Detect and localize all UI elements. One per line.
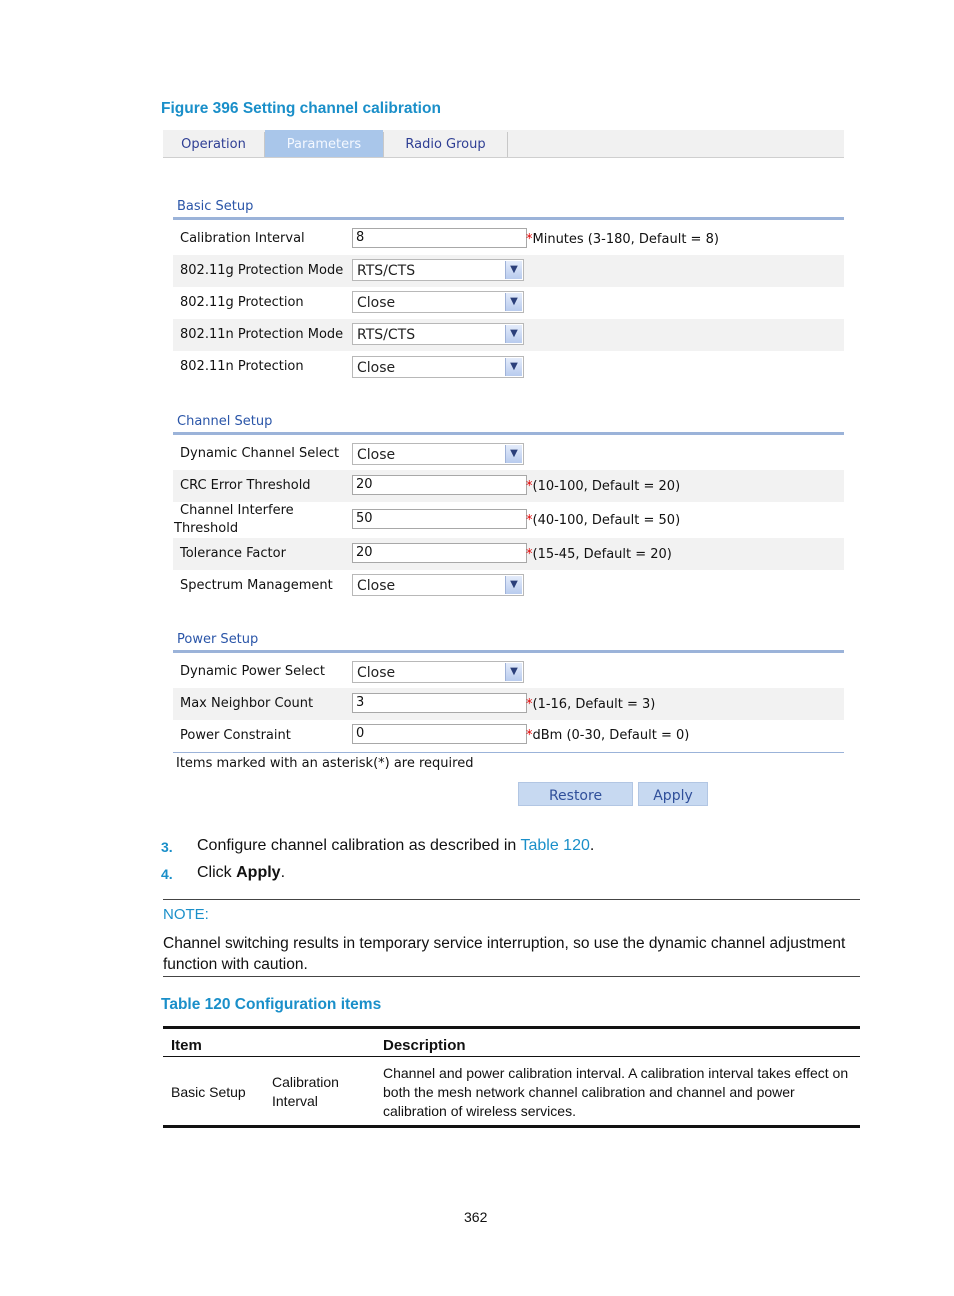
channel-interfere-threshold-input[interactable]: 50 <box>352 509 527 529</box>
required-asterisk: * <box>526 547 533 562</box>
chevron-down-icon[interactable]: ▼ <box>505 325 522 343</box>
required-asterisk: * <box>526 513 533 528</box>
select-value: RTS/CTS <box>357 327 416 343</box>
power-constraint-hint <box>526 728 689 743</box>
crc-error-threshold-input[interactable]: 20 <box>352 475 527 495</box>
chevron-down-icon[interactable]: ▼ <box>505 261 522 279</box>
figure-caption: Figure 396 Setting channel calibration <box>161 100 441 117</box>
spectrum-management-label: Spectrum Management <box>180 578 333 593</box>
select-value: Close <box>357 295 396 311</box>
tab-radio-group[interactable]: Radio Group <box>405 137 486 152</box>
note-label: NOTE: <box>163 906 209 923</box>
table-cell-subitem-line2: Interval <box>272 1093 318 1109</box>
section-divider <box>173 217 844 220</box>
max-neighbor-count-row <box>173 688 844 720</box>
hint-text: Minutes (3-180, Default = 8) <box>532 232 719 247</box>
table-top-rule <box>163 1026 860 1029</box>
calibration-interval-label: Calibration Interval <box>180 231 305 246</box>
step-text-main: Configure channel calibration as described in <box>197 837 521 854</box>
note-text-line2: function with caution. <box>163 956 308 973</box>
step-number: 4. <box>161 866 173 882</box>
max-neighbor-count-input[interactable]: 3 <box>352 693 527 713</box>
tolerance-factor-input[interactable]: 20 <box>352 543 527 563</box>
step-text-suffix: . <box>589 837 595 854</box>
hint-text: (15-45, Default = 20) <box>532 547 672 562</box>
spectrum-management-select[interactable] <box>352 574 524 596</box>
hint-text: (1-16, Default = 3) <box>532 697 656 712</box>
channel-setup-title: Channel Setup <box>177 414 273 429</box>
note-text-line1: Channel switching results in temporary service interruption, so use the dynamic channel adjustment <box>163 935 846 952</box>
required-note: Items marked with an asterisk(*) are required <box>176 756 474 771</box>
section-divider <box>173 432 844 435</box>
crc-error-threshold-label: CRC Error Threshold <box>180 478 311 493</box>
step-text-main: Click <box>197 864 237 881</box>
chevron-down-icon[interactable]: ▼ <box>505 663 522 681</box>
select-value: Close <box>357 665 396 681</box>
n-protection-label: 802.11n Protection <box>180 359 304 374</box>
required-asterisk: * <box>526 728 533 743</box>
chevron-down-icon[interactable]: ▼ <box>505 445 522 463</box>
spectrum-management-row <box>173 570 844 602</box>
table-cell-subitem-line1: Calibration <box>272 1074 339 1090</box>
n-protection-mode-select[interactable] <box>352 323 524 345</box>
select-value: Close <box>357 360 396 376</box>
dynamic-power-select-select[interactable] <box>352 661 524 683</box>
dynamic-power-select-row <box>173 656 844 688</box>
select-value: Close <box>357 447 396 463</box>
power-constraint-label: Power Constraint <box>180 728 291 743</box>
section-divider <box>173 650 844 653</box>
restore-button[interactable]: Restore <box>518 782 633 806</box>
step-text-bold: Apply <box>236 864 281 881</box>
power-constraint-input[interactable]: 0 <box>352 724 527 744</box>
chevron-down-icon[interactable]: ▼ <box>505 358 522 376</box>
channel-interfere-threshold-hint <box>526 513 680 528</box>
form-bottom-divider <box>173 752 844 753</box>
g-protection-label: 802.11g Protection <box>180 295 304 310</box>
note-top-rule <box>163 899 860 900</box>
power-setup-title: Power Setup <box>177 632 259 647</box>
tab-bar <box>163 130 844 158</box>
n-protection-mode-label: 802.11n Protection Mode <box>180 327 344 342</box>
chevron-down-icon[interactable]: ▼ <box>505 293 522 311</box>
channel-interfere-threshold-label-line1: Channel Interfere <box>180 503 294 518</box>
table-caption: Table 120 Configuration items <box>161 996 382 1013</box>
n-protection-mode-row <box>173 319 844 351</box>
hint-text: (10-100, Default = 20) <box>532 479 681 494</box>
tolerance-factor-row <box>173 538 844 570</box>
max-neighbor-count-hint <box>526 697 655 712</box>
calibration-interval-row <box>173 223 844 255</box>
dynamic-channel-select-row <box>173 438 844 470</box>
step-text <box>197 864 285 882</box>
dynamic-channel-select-select[interactable] <box>352 443 524 465</box>
g-protection-mode-select[interactable] <box>352 259 524 281</box>
chevron-down-icon[interactable]: ▼ <box>505 576 522 594</box>
table-header-item: Item <box>171 1037 202 1054</box>
hint-text: (40-100, Default = 50) <box>532 513 681 528</box>
required-asterisk: * <box>526 697 533 712</box>
n-protection-row <box>173 351 844 383</box>
table-header-description: Description <box>383 1037 466 1054</box>
g-protection-mode-row <box>173 255 844 287</box>
apply-button[interactable]: Apply <box>638 782 708 806</box>
tab-divider <box>507 132 508 157</box>
required-asterisk: * <box>526 232 533 247</box>
table-header-rule <box>163 1056 860 1057</box>
tolerance-factor-label: Tolerance Factor <box>180 546 286 561</box>
g-protection-mode-label: 802.11g Protection Mode <box>180 263 344 278</box>
tolerance-factor-hint <box>526 547 672 562</box>
step-number: 3. <box>161 839 173 855</box>
table-120-link[interactable]: Table 120 <box>520 837 590 854</box>
tab-parameters[interactable]: Parameters <box>265 130 383 157</box>
table-cell-description-line3: calibration of wireless services. <box>383 1103 576 1119</box>
calibration-interval-input[interactable]: 8 <box>352 228 527 248</box>
max-neighbor-count-label: Max Neighbor Count <box>180 696 314 711</box>
basic-setup-title: Basic Setup <box>177 199 254 214</box>
step-text <box>197 837 594 855</box>
dynamic-channel-select-label: Dynamic Channel Select <box>180 446 340 461</box>
dynamic-power-select-label: Dynamic Power Select <box>180 664 326 679</box>
note-bottom-rule <box>163 976 860 977</box>
g-protection-select[interactable] <box>352 291 524 313</box>
table-cell-description-line1: Channel and power calibration interval. A calibration interval takes effect on <box>383 1065 849 1081</box>
g-protection-row <box>173 287 844 319</box>
table-cell-item: Basic Setup <box>171 1084 246 1100</box>
calibration-interval-hint <box>526 232 719 247</box>
required-asterisk: * <box>526 479 533 494</box>
tab-operation[interactable]: Operation <box>181 137 246 152</box>
select-value: Close <box>357 578 396 594</box>
power-constraint-row <box>173 720 844 752</box>
channel-interfere-threshold-row <box>173 502 844 538</box>
n-protection-select[interactable] <box>352 356 524 378</box>
channel-interfere-threshold-label-line2: Threshold <box>174 521 239 536</box>
table-bottom-rule <box>163 1125 860 1128</box>
table-cell-description-line2: both the mesh network channel calibration and channel and power <box>383 1084 795 1100</box>
select-value: RTS/CTS <box>357 263 416 279</box>
page-number: 362 <box>464 1209 488 1225</box>
hint-text: dBm (0-30, Default = 0) <box>532 728 690 743</box>
crc-error-threshold-row <box>173 470 844 502</box>
step-text-suffix: . <box>280 864 286 881</box>
crc-error-threshold-hint <box>526 479 680 494</box>
